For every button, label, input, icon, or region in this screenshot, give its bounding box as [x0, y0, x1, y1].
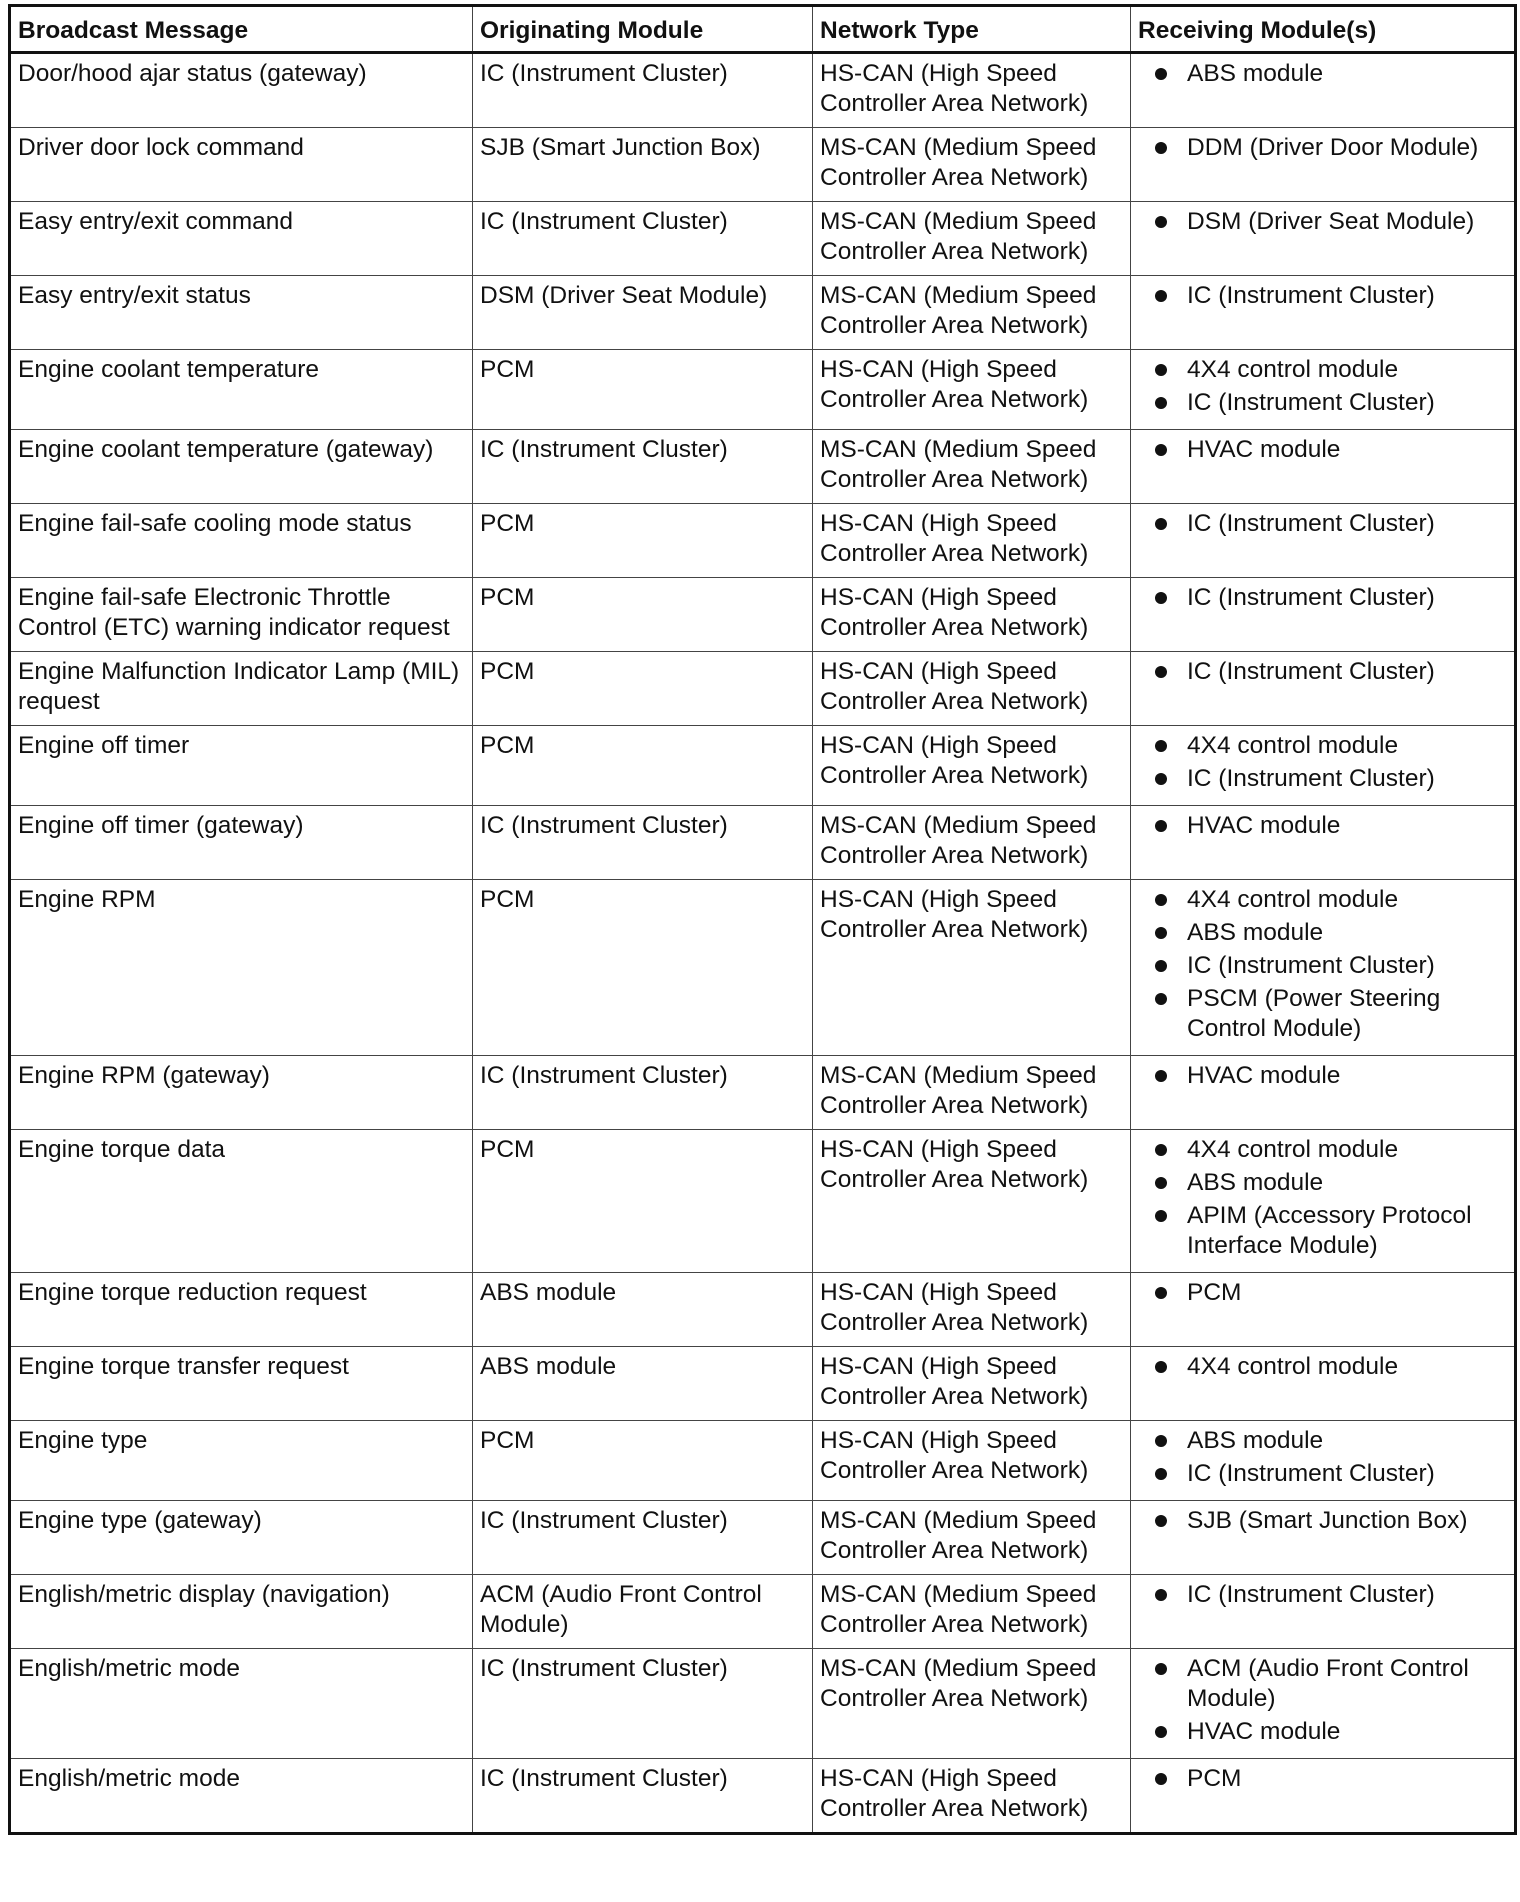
- network-type-cell: MS-CAN (Medium Speed Controller Area Network): [813, 1056, 1131, 1130]
- receiving-modules-cell: [1131, 652, 1516, 726]
- receiving-module-item: IC (Instrument Cluster): [1151, 509, 1506, 539]
- table-row: [10, 1347, 1516, 1421]
- receiving-modules-cell: [1131, 202, 1516, 276]
- receiving-modules-list: [1151, 59, 1506, 89]
- table-row: [10, 276, 1516, 350]
- table-row: [10, 430, 1516, 504]
- table-row: [10, 1273, 1516, 1347]
- network-type-cell: HS-CAN (High Speed Controller Area Network): [813, 1347, 1131, 1421]
- originating-module-cell: IC (Instrument Cluster): [473, 1501, 813, 1575]
- receiving-module-item: ACM (Audio Front Control Module): [1151, 1654, 1506, 1714]
- broadcast-message-cell: Engine off timer: [10, 726, 473, 806]
- receiving-modules-cell: [1131, 806, 1516, 880]
- receiving-modules-list: [1151, 583, 1506, 613]
- receiving-module-item: IC (Instrument Cluster): [1151, 657, 1506, 687]
- receiving-modules-list: [1151, 281, 1506, 311]
- receiving-module-item: IC (Instrument Cluster): [1151, 583, 1506, 613]
- table-row: [10, 350, 1516, 430]
- receiving-modules-cell: [1131, 1273, 1516, 1347]
- table-row: [10, 128, 1516, 202]
- receiving-module-item: IC (Instrument Cluster): [1151, 764, 1506, 794]
- receiving-modules-cell: [1131, 430, 1516, 504]
- originating-module-cell: PCM: [473, 350, 813, 430]
- broadcast-message-table: [8, 4, 1517, 1835]
- receiving-modules-list: [1151, 1352, 1506, 1382]
- table-row: [10, 53, 1516, 128]
- table-row: [10, 726, 1516, 806]
- network-type-cell: HS-CAN (High Speed Controller Area Network): [813, 350, 1131, 430]
- network-type-cell: MS-CAN (Medium Speed Controller Area Network): [813, 276, 1131, 350]
- receiving-modules-cell: [1131, 578, 1516, 652]
- broadcast-message-cell: English/metric mode: [10, 1759, 473, 1834]
- table-row: [10, 880, 1516, 1056]
- broadcast-message-cell: Easy entry/exit status: [10, 276, 473, 350]
- receiving-modules-list: [1151, 1061, 1506, 1091]
- receiving-modules-cell: [1131, 726, 1516, 806]
- originating-module-cell: DSM (Driver Seat Module): [473, 276, 813, 350]
- receiving-module-item: 4X4 control module: [1151, 355, 1506, 385]
- table-row: [10, 504, 1516, 578]
- receiving-modules-list: [1151, 1506, 1506, 1536]
- receiving-modules-list: [1151, 657, 1506, 687]
- table-row: [10, 1501, 1516, 1575]
- network-type-cell: HS-CAN (High Speed Controller Area Network): [813, 1759, 1131, 1834]
- receiving-modules-list: [1151, 811, 1506, 841]
- receiving-modules-cell: [1131, 350, 1516, 430]
- receiving-module-item: SJB (Smart Junction Box): [1151, 1506, 1506, 1536]
- table-row: [10, 652, 1516, 726]
- network-type-cell: MS-CAN (Medium Speed Controller Area Network): [813, 1649, 1131, 1759]
- network-type-cell: MS-CAN (Medium Speed Controller Area Network): [813, 202, 1131, 276]
- receiving-modules-cell: [1131, 128, 1516, 202]
- originating-module-cell: IC (Instrument Cluster): [473, 806, 813, 880]
- broadcast-message-cell: Engine type: [10, 1421, 473, 1501]
- receiving-module-item: 4X4 control module: [1151, 731, 1506, 761]
- broadcast-message-cell: Door/hood ajar status (gateway): [10, 53, 473, 128]
- originating-module-cell: SJB (Smart Junction Box): [473, 128, 813, 202]
- receiving-module-item: DSM (Driver Seat Module): [1151, 207, 1506, 237]
- header-broadcast-message: Broadcast Message: [10, 6, 473, 53]
- receiving-modules-cell: [1131, 1130, 1516, 1273]
- receiving-modules-cell: [1131, 53, 1516, 128]
- network-type-cell: HS-CAN (High Speed Controller Area Network): [813, 1130, 1131, 1273]
- receiving-modules-cell: [1131, 1347, 1516, 1421]
- receiving-module-item: IC (Instrument Cluster): [1151, 1459, 1506, 1489]
- originating-module-cell: IC (Instrument Cluster): [473, 202, 813, 276]
- network-type-cell: HS-CAN (High Speed Controller Area Network): [813, 504, 1131, 578]
- receiving-module-item: ABS module: [1151, 1168, 1506, 1198]
- network-type-cell: HS-CAN (High Speed Controller Area Network): [813, 880, 1131, 1056]
- receiving-modules-cell: [1131, 1649, 1516, 1759]
- broadcast-message-cell: Engine coolant temperature: [10, 350, 473, 430]
- receiving-module-item: ABS module: [1151, 59, 1506, 89]
- network-type-cell: HS-CAN (High Speed Controller Area Network): [813, 1273, 1131, 1347]
- receiving-module-item: HVAC module: [1151, 435, 1506, 465]
- originating-module-cell: PCM: [473, 504, 813, 578]
- receiving-module-item: PSCM (Power Steering Control Module): [1151, 984, 1506, 1044]
- header-originating-module: Originating Module: [473, 6, 813, 53]
- receiving-module-item: HVAC module: [1151, 811, 1506, 841]
- originating-module-cell: PCM: [473, 726, 813, 806]
- network-type-cell: HS-CAN (High Speed Controller Area Network): [813, 726, 1131, 806]
- table-header-row: [10, 6, 1516, 53]
- receiving-module-item: IC (Instrument Cluster): [1151, 388, 1506, 418]
- receiving-modules-cell: [1131, 1421, 1516, 1501]
- broadcast-message-cell: Engine torque transfer request: [10, 1347, 473, 1421]
- receiving-module-item: DDM (Driver Door Module): [1151, 133, 1506, 163]
- network-type-cell: HS-CAN (High Speed Controller Area Network): [813, 53, 1131, 128]
- receiving-modules-cell: [1131, 504, 1516, 578]
- receiving-module-item: 4X4 control module: [1151, 1352, 1506, 1382]
- broadcast-message-cell: Engine RPM: [10, 880, 473, 1056]
- broadcast-message-cell: Engine off timer (gateway): [10, 806, 473, 880]
- table-row: [10, 1421, 1516, 1501]
- table-body: [10, 53, 1516, 1834]
- table-row: [10, 1130, 1516, 1273]
- table-row: [10, 1649, 1516, 1759]
- table-row: [10, 1575, 1516, 1649]
- receiving-modules-list: [1151, 435, 1506, 465]
- originating-module-cell: PCM: [473, 880, 813, 1056]
- originating-module-cell: ABS module: [473, 1347, 813, 1421]
- receiving-modules-cell: [1131, 1056, 1516, 1130]
- receiving-module-item: ABS module: [1151, 1426, 1506, 1456]
- network-type-cell: HS-CAN (High Speed Controller Area Network): [813, 578, 1131, 652]
- receiving-module-item: PCM: [1151, 1764, 1506, 1794]
- receiving-module-item: IC (Instrument Cluster): [1151, 1580, 1506, 1610]
- receiving-modules-list: [1151, 1278, 1506, 1308]
- receiving-modules-cell: [1131, 880, 1516, 1056]
- receiving-modules-list: [1151, 133, 1506, 163]
- originating-module-cell: IC (Instrument Cluster): [473, 1649, 813, 1759]
- receiving-modules-list: [1151, 1580, 1506, 1610]
- network-type-cell: MS-CAN (Medium Speed Controller Area Network): [813, 128, 1131, 202]
- receiving-modules-cell: [1131, 1575, 1516, 1649]
- receiving-modules-list: [1151, 1426, 1506, 1489]
- header-network-type: Network Type: [813, 6, 1131, 53]
- broadcast-message-cell: English/metric mode: [10, 1649, 473, 1759]
- receiving-module-item: IC (Instrument Cluster): [1151, 951, 1506, 981]
- network-type-cell: HS-CAN (High Speed Controller Area Network): [813, 652, 1131, 726]
- originating-module-cell: IC (Instrument Cluster): [473, 53, 813, 128]
- receiving-modules-list: [1151, 1135, 1506, 1261]
- originating-module-cell: PCM: [473, 578, 813, 652]
- receiving-modules-cell: [1131, 1501, 1516, 1575]
- table-row: [10, 1759, 1516, 1834]
- receiving-module-item: IC (Instrument Cluster): [1151, 281, 1506, 311]
- network-type-cell: MS-CAN (Medium Speed Controller Area Network): [813, 806, 1131, 880]
- receiving-modules-cell: [1131, 276, 1516, 350]
- table-row: [10, 202, 1516, 276]
- receiving-modules-list: [1151, 1654, 1506, 1747]
- broadcast-message-cell: Engine Malfunction Indicator Lamp (MIL) request: [10, 652, 473, 726]
- receiving-modules-list: [1151, 731, 1506, 794]
- network-type-cell: MS-CAN (Medium Speed Controller Area Network): [813, 1501, 1131, 1575]
- receiving-module-item: 4X4 control module: [1151, 1135, 1506, 1165]
- network-type-cell: MS-CAN (Medium Speed Controller Area Network): [813, 1575, 1131, 1649]
- originating-module-cell: ABS module: [473, 1273, 813, 1347]
- receiving-module-item: APIM (Accessory Protocol Interface Module): [1151, 1201, 1506, 1261]
- broadcast-message-cell: Engine torque reduction request: [10, 1273, 473, 1347]
- table-row: [10, 806, 1516, 880]
- receiving-module-item: PCM: [1151, 1278, 1506, 1308]
- broadcast-message-cell: Engine fail-safe cooling mode status: [10, 504, 473, 578]
- receiving-modules-list: [1151, 509, 1506, 539]
- originating-module-cell: IC (Instrument Cluster): [473, 1056, 813, 1130]
- originating-module-cell: PCM: [473, 652, 813, 726]
- broadcast-message-cell: Engine type (gateway): [10, 1501, 473, 1575]
- broadcast-message-cell: Driver door lock command: [10, 128, 473, 202]
- broadcast-message-cell: Engine RPM (gateway): [10, 1056, 473, 1130]
- receiving-module-item: HVAC module: [1151, 1061, 1506, 1091]
- table-row: [10, 578, 1516, 652]
- originating-module-cell: IC (Instrument Cluster): [473, 430, 813, 504]
- receiving-module-item: 4X4 control module: [1151, 885, 1506, 915]
- originating-module-cell: IC (Instrument Cluster): [473, 1759, 813, 1834]
- originating-module-cell: PCM: [473, 1421, 813, 1501]
- header-receiving-modules: Receiving Module(s): [1131, 6, 1516, 53]
- receiving-modules-list: [1151, 207, 1506, 237]
- originating-module-cell: PCM: [473, 1130, 813, 1273]
- receiving-modules-list: [1151, 1764, 1506, 1794]
- broadcast-message-cell: English/metric display (navigation): [10, 1575, 473, 1649]
- network-type-cell: HS-CAN (High Speed Controller Area Network): [813, 1421, 1131, 1501]
- receiving-modules-cell: [1131, 1759, 1516, 1834]
- receiving-module-item: HVAC module: [1151, 1717, 1506, 1747]
- receiving-modules-list: [1151, 355, 1506, 418]
- broadcast-message-cell: Engine fail-safe Electronic Throttle Control (ETC) warning indicator request: [10, 578, 473, 652]
- receiving-module-item: ABS module: [1151, 918, 1506, 948]
- originating-module-cell: ACM (Audio Front Control Module): [473, 1575, 813, 1649]
- receiving-modules-list: [1151, 885, 1506, 1044]
- broadcast-message-cell: Engine coolant temperature (gateway): [10, 430, 473, 504]
- broadcast-message-cell: Engine torque data: [10, 1130, 473, 1273]
- network-type-cell: MS-CAN (Medium Speed Controller Area Network): [813, 430, 1131, 504]
- table-row: [10, 1056, 1516, 1130]
- broadcast-message-cell: Easy entry/exit command: [10, 202, 473, 276]
